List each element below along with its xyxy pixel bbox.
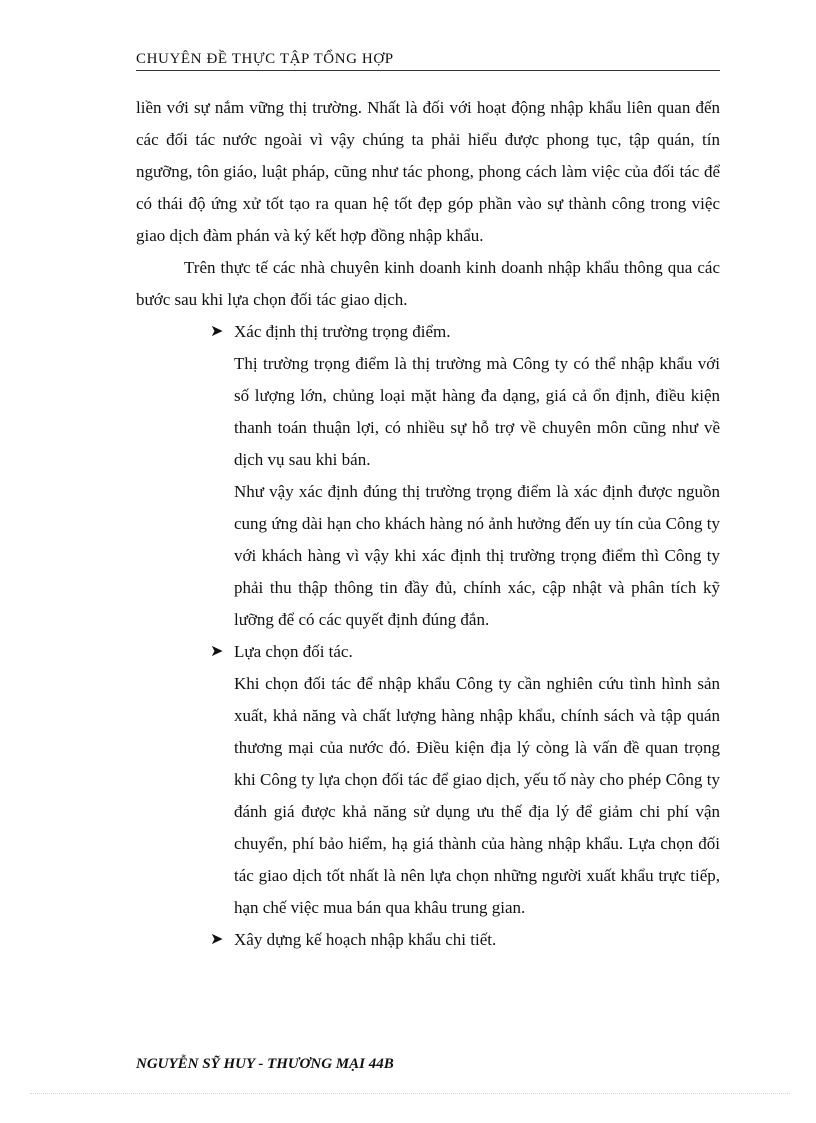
document-title: CHUYÊN ĐỀ THỰC TẬP TỔNG HỢP	[136, 51, 394, 67]
bullet-heading-text: Xác định thị trường trọng điểm.	[234, 322, 451, 341]
page-content	[136, 92, 720, 956]
page-footer-author: NGUYỄN SỸ HUY - THƯƠNG MẠI 44B	[136, 1056, 394, 1072]
bullet-heading-text: Xây dựng kế hoạch nhập khẩu chi tiết.	[234, 930, 497, 949]
page-header	[136, 50, 720, 71]
bullet-heading-plan	[136, 924, 720, 956]
bullet-heading-partner	[136, 636, 720, 668]
bullet-heading-text: Lựa chọn đối tác.	[234, 642, 353, 661]
paragraph-intro: liền với sự nắm vững thị trường. Nhất là đối với hoạt động nhập khẩu liên quan đến các đối tác nước ngoài vì vậy chúng ta phải hiểu được phong tục, tập quán, tín ngưỡng, tôn giáo, luật pháp, cũng như tác phong, phong cách làm việc của đối tác để có thái độ ứng xử tốt tạo ra quan hệ tốt đẹp góp phần vào sự thành công trong việc giao dịch đàm phán và ký kết hợp đồng nhập khẩu.	[136, 98, 720, 245]
page-bottom-divider	[30, 1093, 790, 1094]
arrowhead-bullet-icon: ➤	[210, 643, 224, 660]
bullet-heading-market	[136, 316, 720, 348]
arrowhead-bullet-icon: ➤	[210, 931, 224, 948]
paragraph-steps: Trên thực tế các nhà chuyên kinh doanh kinh doanh nhập khẩu thông qua các bước sau khi lựa chọn đối tác giao dịch.	[136, 258, 720, 309]
paragraph-market-definition: Thị trường trọng điểm là thị trường mà Công ty có thể nhập khẩu với số lượng lớn, chủng loại mặt hàng đa dạng, giá cả ổn định, điều kiện thanh toán thuận lợi, có nhiều sự hỗ trợ về chuyên môn cũng như về dịch vụ sau khi bán.	[234, 354, 720, 469]
paragraph-market-importance: Như vậy xác định đúng thị trường trọng điểm là xác định được nguồn cung ứng dài hạn cho khách hàng nó ảnh hưởng đến uy tín của Công ty với khách hàng vì vậy khi xác định thị trường trọng điểm thì Công ty phải thu thập thông tin đầy đủ, chính xác, cập nhật và phân tích kỹ lưỡng để có các quyết định đúng đắn.	[234, 482, 720, 629]
arrowhead-bullet-icon: ➤	[210, 323, 224, 340]
paragraph-partner-selection: Khi chọn đối tác để nhập khẩu Công ty cần nghiên cứu tình hình sản xuất, khả năng và chất lượng hàng nhập khẩu, chính sách và tập quán thương mại của nước đó. Điều kiện địa lý còng là vấn đề quan trọng khi Công ty lựa chọn đối tác để giao dịch, yếu tố này cho phép Công ty đánh giá được khả năng sử dụng ưu thế địa lý để giảm chi phí vận chuyển, phí bảo hiểm, hạ giá thành của hàng nhập khẩu. Lựa chọn đối tác giao dịch tốt nhất là nên lựa chọn những người xuất khẩu trực tiếp, hạn chế việc mua bán qua khâu trung gian.	[234, 674, 720, 917]
